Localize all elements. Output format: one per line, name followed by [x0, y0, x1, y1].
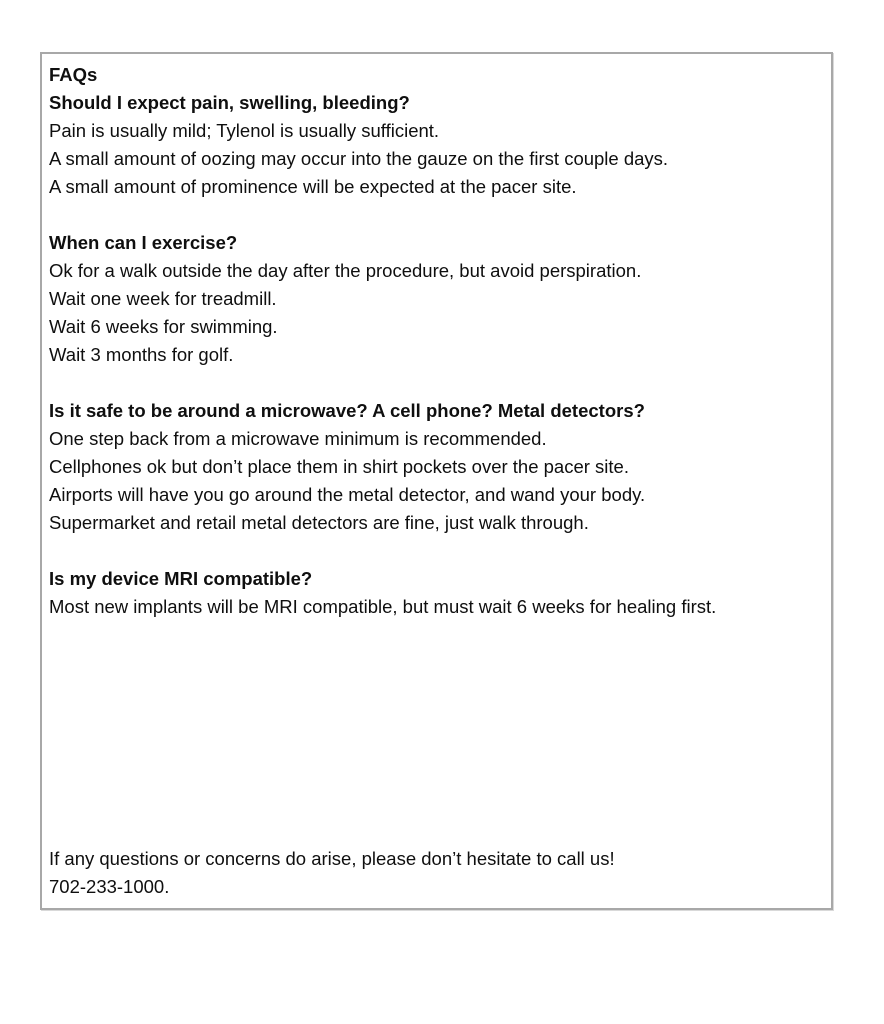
- answer-line: A small amount of oozing may occur into the gauze on the first couple days.: [49, 148, 669, 169]
- answer-line: Ok for a walk outside the day after the procedure, but avoid perspiration.: [49, 260, 642, 281]
- blank-line: [49, 201, 825, 229]
- answer-line: One step back from a microwave minimum is recommended.: [49, 428, 547, 449]
- faq-text-box: [40, 52, 833, 910]
- question-mri: Is my device MRI compatible?: [49, 568, 313, 589]
- blank-line: [49, 537, 825, 565]
- blank-line: [49, 369, 825, 397]
- answer-line: Most new implants will be MRI compatible, but must wait 6 weeks for healing first.: [49, 596, 717, 617]
- blank-line: [49, 761, 825, 789]
- faq-title: FAQs: [49, 64, 98, 85]
- question-exercise: When can I exercise?: [49, 232, 238, 253]
- answer-line: Airports will have you go around the metal detector, and wand your body.: [49, 484, 646, 505]
- question-devices: Is it safe to be around a microwave? A cell phone? Metal detectors?: [49, 400, 645, 421]
- footer-phone-number: 702-233-1000.: [49, 876, 170, 897]
- footer-contact-line: If any questions or concerns do arise, please don’t hesitate to call us!: [49, 848, 615, 869]
- answer-line: A small amount of prominence will be expected at the pacer site.: [49, 176, 577, 197]
- blank-line: [49, 649, 825, 677]
- answer-line: Pain is usually mild; Tylenol is usually sufficient.: [49, 120, 440, 141]
- blank-line: [49, 733, 825, 761]
- answer-line: Wait one week for treadmill.: [49, 288, 277, 309]
- answer-line: Wait 6 weeks for swimming.: [49, 316, 278, 337]
- blank-line: [49, 817, 825, 845]
- answer-line: Wait 3 months for golf.: [49, 344, 234, 365]
- answer-line: Cellphones ok but don’t place them in shirt pockets over the pacer site.: [49, 456, 629, 477]
- blank-line: [49, 789, 825, 817]
- blank-line: [49, 677, 825, 705]
- question-pain: Should I expect pain, swelling, bleeding?: [49, 92, 410, 113]
- blank-line: [49, 705, 825, 733]
- answer-line: Supermarket and retail metal detectors are fine, just walk through.: [49, 512, 589, 533]
- blank-line: [49, 621, 825, 649]
